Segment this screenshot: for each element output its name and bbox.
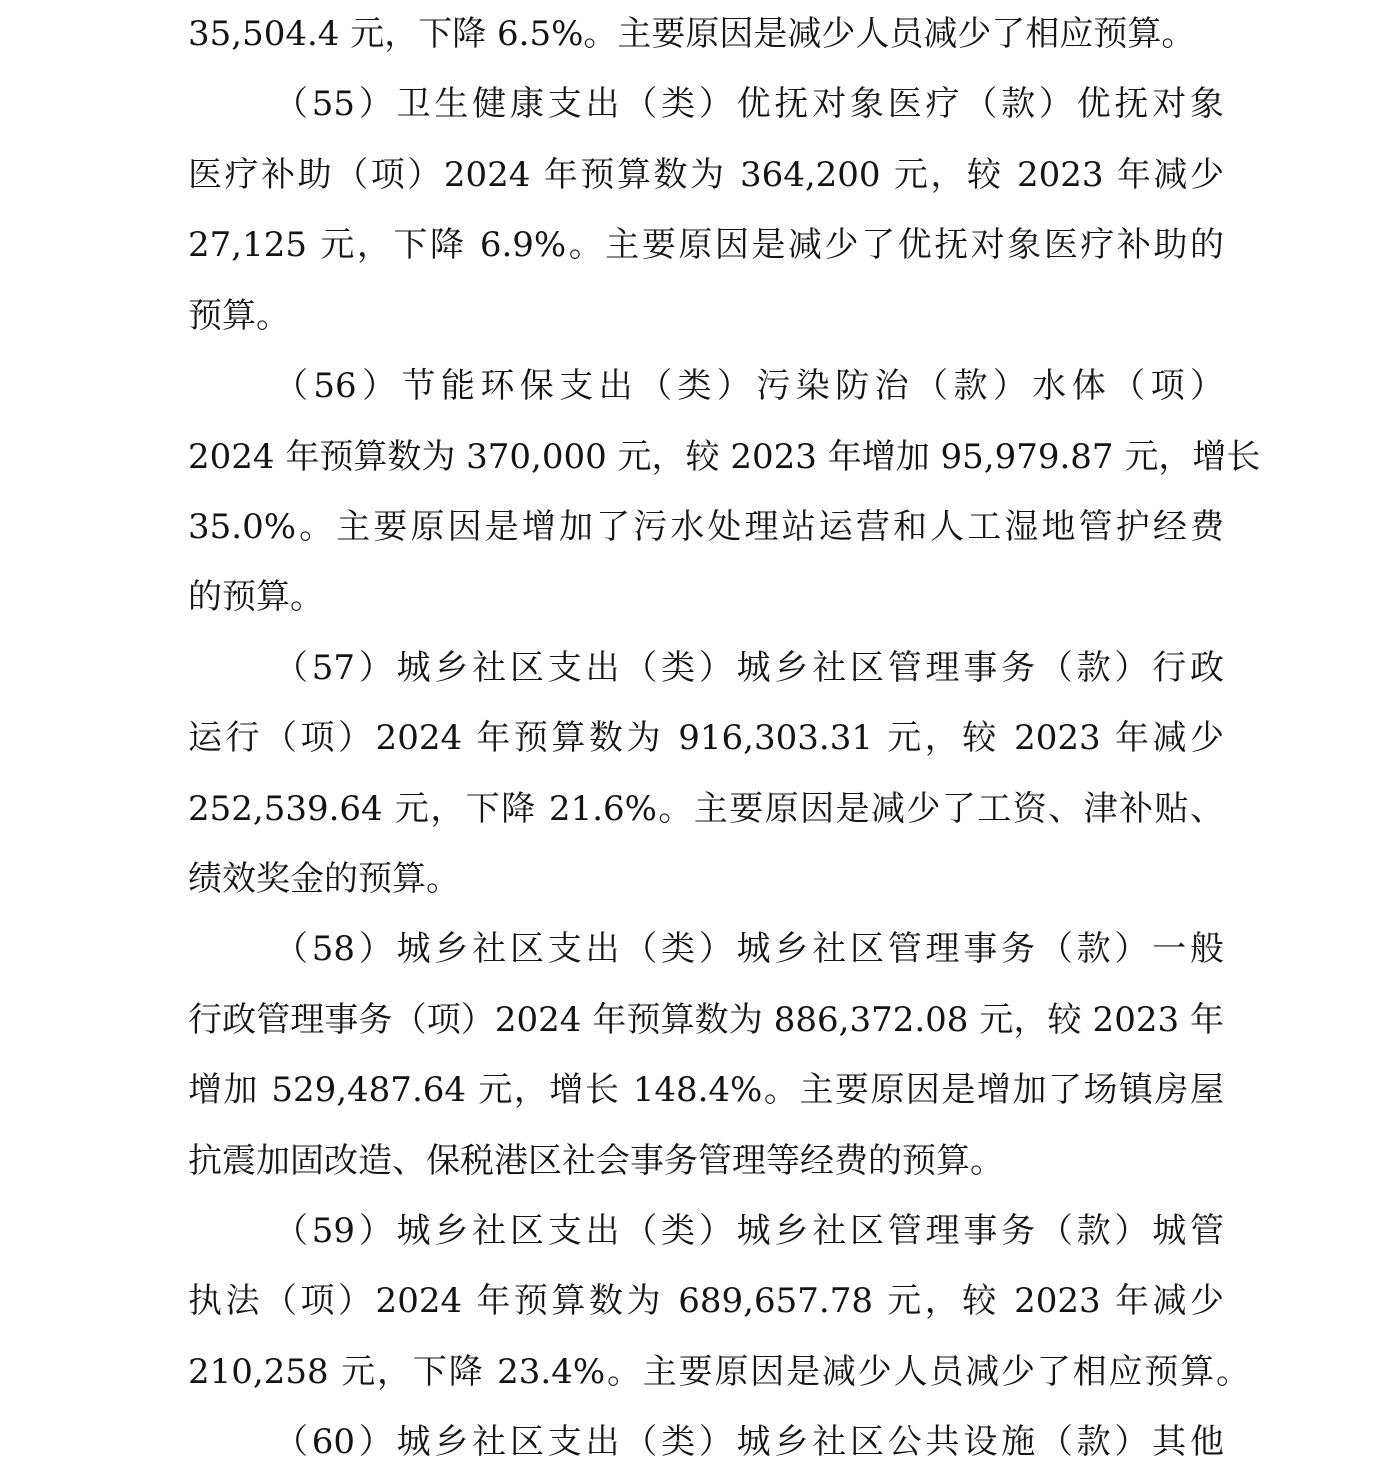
- paragraph-57-line-1: （57）城乡社区支出（类）城乡社区管理事务（款）行政: [274, 648, 1224, 688]
- text-line: 运行（项）2024 年预算数为 916,303.31 元，较 2023 年减少: [188, 718, 1224, 758]
- text-line: 252,539.64 元，下降 21.6%。主要原因是减少了工资、津补贴、: [188, 789, 1224, 829]
- paragraph-56-line-1: （56）节能环保支出（类）污染防治（款）水体（项）: [274, 366, 1224, 406]
- text-line: 医疗补助（项）2024 年预算数为 364,200 元，较 2023 年减少: [188, 155, 1224, 195]
- text-line: 预算。: [188, 296, 290, 336]
- paragraph-59-line-1: （59）城乡社区支出（类）城乡社区管理事务（款）城管: [274, 1211, 1224, 1251]
- text-line: 27,125 元，下降 6.9%。主要原因是减少了优抚对象医疗补助的: [188, 225, 1224, 265]
- text-line: 35.0%。主要原因是增加了污水处理站运营和人工湿地管护经费: [188, 507, 1224, 547]
- text-line: 行政管理事务（项）2024 年预算数为 886,372.08 元，较 2023 年: [188, 1000, 1224, 1040]
- text-line: 增加 529,487.64 元，增长 148.4%。主要原因是增加了场镇房屋: [188, 1070, 1224, 1110]
- text-line: 抗震加固改造、保税港区社会事务管理等经费的预算。: [188, 1141, 1004, 1181]
- paragraph-55-line-1: （55）卫生健康支出（类）优抚对象医疗（款）优抚对象: [274, 84, 1224, 124]
- text-line: 的预算。: [188, 577, 324, 617]
- paragraph-60-line-1: （60）城乡社区支出（类）城乡社区公共设施（款）其他: [274, 1422, 1224, 1462]
- text-line: 210,258 元，下降 23.4%。主要原因是减少人员减少了相应预算。: [188, 1352, 1250, 1392]
- text-line: 执法（项）2024 年预算数为 689,657.78 元，较 2023 年减少: [188, 1281, 1224, 1321]
- text-line: 绩效奖金的预算。: [188, 859, 460, 899]
- paragraph-58-line-1: （58）城乡社区支出（类）城乡社区管理事务（款）一般: [274, 929, 1224, 969]
- text-line: 35,504.4 元，下降 6.5%。主要原因是减少人员减少了相应预算。: [188, 14, 1196, 54]
- text-line: 2024 年预算数为 370,000 元，较 2023 年增加 95,979.87 元，增长: [188, 437, 1261, 477]
